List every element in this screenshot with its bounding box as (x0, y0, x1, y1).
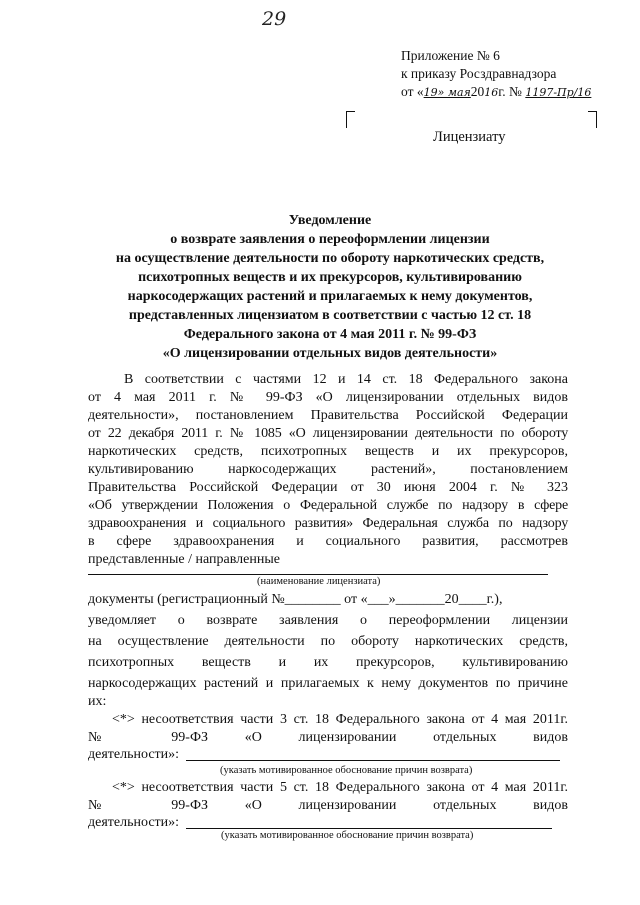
reason2-caption: (указать мотивированное обоснование причин возврата) (221, 830, 474, 841)
title-line-2: о возврате заявления о переоформлении лицензии (170, 232, 490, 247)
body-line-1: В соответствии с частями 12 и 14 ст. 18 Федерального закона (124, 372, 568, 387)
reason2-line-1: <*> несоответствия части 5 ст. 18 Федерального закона от 4 мая 2011г. (112, 780, 568, 795)
licensee-name-blank (88, 574, 548, 575)
reason1-line-2: № 99-ФЗ «О лицензировании отдельных видов (88, 730, 568, 745)
notice-line-1: уведомляет о возврате заявления о переоформлении лицензии (88, 613, 568, 628)
body-line-7: Правительства Российской Федерации от 30 июня 2004 г. № 323 (88, 480, 568, 495)
addressee: Лицензиату (433, 129, 506, 145)
appendix-line-2: к приказу Росздравнадзора (401, 66, 557, 81)
body-line-8: «Об утверждении Положения о Федеральной службе по надзору в сфере (88, 498, 568, 513)
notice-line-5: их: (88, 694, 107, 709)
reason1-line-1: <*> несоответствия части 3 ст. 18 Федерального закона от 4 мая 2011г. (112, 712, 568, 727)
appendix-date-mid: 20 (470, 84, 485, 99)
notice-line-2: на осуществление деятельности по обороту наркотических средств, (88, 634, 568, 649)
appendix-number-handwritten: 1197-Пр/16 (525, 86, 592, 99)
title-line-3: на осуществление деятельности по обороту наркотических средств, (115, 251, 545, 266)
title-line-1: Уведомление (288, 213, 372, 228)
title-line-4: психотропных веществ и их прекурсоров, культивированию (138, 270, 522, 285)
licensee-caption: (наименование лицензиата) (257, 576, 381, 587)
reason1-blank (186, 760, 560, 761)
reason1-line-3: деятельности»: (88, 747, 180, 762)
body-line-9: здравоохранения и социального развития» Федеральная служба по надзору (88, 516, 568, 531)
appendix-year-handwritten: 16 (484, 86, 499, 99)
page-number: 29 (262, 8, 287, 30)
reason2-blank (186, 828, 552, 829)
notice-line-4: наркосодержащих растений и прилагаемых к нему документов по причине (88, 676, 568, 691)
appendix-line-1: Приложение № 6 (401, 48, 500, 63)
title-line-5: наркосодержащих растений и прилагаемых к нему документов, (127, 289, 533, 304)
body-line-5: наркотических средств, психотропных веществ и их прекурсоров, (88, 444, 568, 459)
title-line-6: представленных лицензиатом в соответствии с частью 12 ст. 18 (128, 308, 532, 323)
right-corner-mark (588, 111, 597, 128)
body-line-11: представленные / направленные (88, 552, 280, 567)
title-line-7: Федерального закона от 4 мая 2011 г. № 99-ФЗ (183, 327, 477, 342)
appendix-date-handwritten: 19» мая (423, 86, 471, 99)
reason2-line-2: № 99-ФЗ «О лицензировании отдельных видов (88, 798, 568, 813)
reason1-caption: (указать мотивированное обоснование причин возврата) (220, 765, 473, 776)
documents-line: документы (регистрационный №________ от «___»_______20____г.), (88, 592, 503, 607)
body-line-4: от 22 декабря 2011 г. № 1085 «О лицензировании деятельности по обороту (88, 426, 568, 441)
body-line-6: культивированию наркосодержащих растений», постановлением (88, 462, 568, 477)
body-line-10: в сфере здравоохранения и социального развития, рассмотрев (88, 534, 568, 549)
title-line-8: «О лицензировании отдельных видов деятельности» (162, 346, 498, 361)
appendix-g: г. № (498, 84, 522, 99)
body-line-3: деятельности», постановлением Правительства Российской Федерации (88, 408, 568, 423)
reason2-line-3: деятельности»: (88, 815, 180, 830)
notice-line-3: психотропных веществ и их прекурсоров, культивированию (88, 655, 568, 670)
appendix-line-3 (401, 83, 591, 102)
left-corner-mark (346, 111, 355, 128)
appendix-date-prefix: от « (401, 84, 424, 99)
body-line-2: от 4 мая 2011 г. № 99-ФЗ «О лицензировании отдельных видов (88, 390, 568, 405)
